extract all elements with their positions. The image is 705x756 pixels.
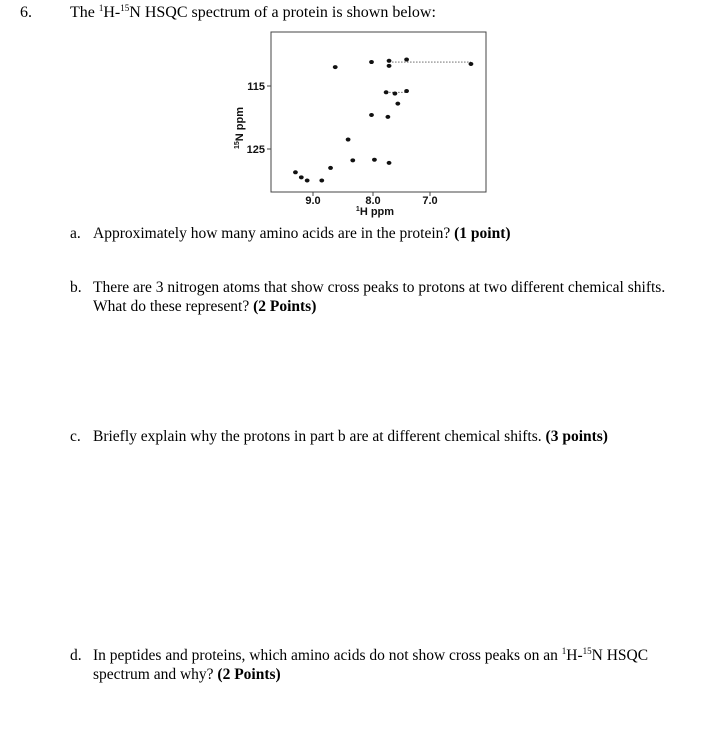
- part-c-letter: c.: [70, 428, 81, 445]
- question-title: The $^1$H-$^{15}$N HSQC spectrum of a protein is shown below:: [70, 3, 436, 21]
- part-a-letter: a.: [70, 225, 81, 242]
- cross-peak: [293, 170, 298, 174]
- x-tick-label-7: 7.0: [422, 195, 438, 207]
- x-axis-title: $^1$H ppm: [355, 206, 395, 218]
- part-c-points: (3 points): [545, 428, 608, 445]
- part-a-points: (1 point): [454, 225, 511, 242]
- cross-peak: [305, 179, 310, 183]
- cross-peak: [393, 92, 398, 96]
- cross-peak: [385, 115, 390, 119]
- cross-peak: [404, 58, 409, 62]
- hsqc-spectrum: [225, 28, 500, 224]
- cross-peak: [469, 62, 474, 66]
- y-axis-title: $^{15}$N ppm: [234, 106, 246, 150]
- cross-peak: [387, 161, 392, 165]
- cross-peak: [372, 158, 377, 162]
- part-c-text: Briefly explain why the protons in part b are at different chemical shifts. (3 points): [93, 428, 608, 445]
- plot-frame: [271, 32, 486, 192]
- cross-peak: [346, 138, 351, 142]
- part-a-text: Approximately how many amino acids are in the protein? (1 point): [93, 225, 511, 242]
- part-b-text: There are 3 nitrogen atoms that show cross peaks to protons at two different chemical shifts. What do these represent? (2 Points): [93, 279, 666, 315]
- cross-peaks: [293, 58, 473, 183]
- cross-peak: [333, 65, 338, 69]
- y-tick-label-115: 115: [247, 81, 265, 93]
- question-part-d: [70, 646, 690, 686]
- question-part-a: [70, 224, 680, 244]
- y-tick-label-125: 125: [246, 144, 265, 156]
- hsqc-chart: [225, 28, 500, 224]
- part-d-text: In peptides and proteins, which amino acids do not show cross peaks on an $^1$H-$^{15}$N HSQC spectrum and why? (2 Points): [93, 646, 649, 683]
- cross-peak: [387, 64, 392, 68]
- part-b-letter: b.: [70, 279, 82, 296]
- cross-peak: [404, 89, 409, 93]
- cross-peak: [387, 59, 392, 63]
- dotted-pair-lines: [386, 62, 471, 92]
- part-b-points: (2 Points): [253, 298, 317, 315]
- cross-peak: [350, 158, 355, 162]
- part-d-points: (2 Points): [217, 666, 281, 683]
- cross-peak: [369, 60, 374, 64]
- x-tick-label-9: 9.0: [305, 195, 321, 207]
- cross-peak: [328, 166, 333, 170]
- cross-peak: [395, 102, 400, 106]
- cross-peak: [299, 175, 304, 179]
- cross-peak: [384, 90, 389, 94]
- part-d-letter: d.: [70, 647, 82, 664]
- cross-peak: [319, 179, 324, 183]
- cross-peak: [369, 113, 374, 117]
- question-number: 6.: [20, 4, 32, 21]
- question-part-c: [70, 427, 690, 447]
- x-tick-label-8: 8.0: [365, 195, 381, 207]
- question-part-b: [70, 278, 690, 318]
